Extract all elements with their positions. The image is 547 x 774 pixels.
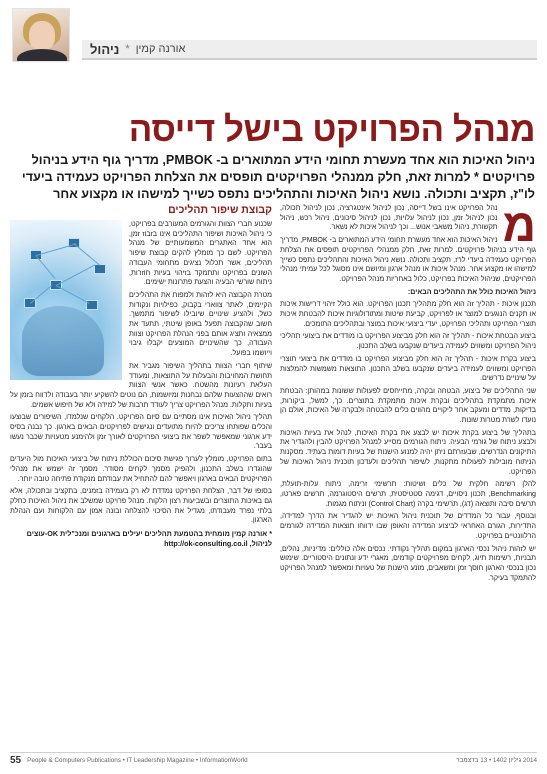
left-column [10, 204, 272, 732]
paragraph: תהליך ניהול האיכות אינו מסתיים עם סיום הפרויקט. הלקחים שנלמדו, השיפורים שבוצעו והכלים שפותחו צריכים להיות מתועדים ונגישים לפרויקטים הבאים בארגון. כך נבנה בסיס ידע ארגוני שמאפשר לשפר את ביצועי הפרויקטים לאורך זמן ולהימנע מטעויות שכבר נעשו בעבר. [10, 413, 272, 451]
header-band [0, 0, 547, 62]
paragraph: יש לזהות ניהול נכסי הארגון במקום תהליך נקודתי. נכסים אלה כוללים: מדיניות, נהלים, תבניות, רשימות תיוג, לקחים מפרויקטים קודמים, מאגרי ידע ונתונים היסטוריים. שימוש נכון בנכסי הארגון חוסך זמן ומשאבים, מונע הישנות של טעויות ומאפשר למנהל הפרויקט להתמקד בעיקר. [280, 544, 536, 582]
paragraph: ביצוע בקרת איכות - תהליך זה הוא חלק מביצוע הפרויקט בו מודדים את ביצועי תוצרי הפרויקט ומשווים לעמידה ביעדים שנקבעו בשלב התכנון. התוצאות משמשות להמלצות על שינויים נדרשים. [280, 354, 536, 383]
page-footer [10, 752, 537, 766]
paragraph: בסופו של דבר, הצלחת הפרויקט נמדדת לא רק בעמידה בזמנים, בתקציב ובתכולה, אלא גם באיכות התוצרים ובשביעות רצון הלקוח. מנהל פרויקט שמשלב את ניהול האיכות כחלק בלתי נפרד מעבודתו, מגדיל את הסיכוי להצלחה ובונה אמון עם הלקוחות ועם הנהלת הארגון. [10, 487, 272, 525]
article-subheadline: ניהול האיכות הוא אחד מעשרת תחומי הידע המתוארים ב- PMBOK, מדריך גוף הידע בניהול פרויקטים * למרות זאת, חלק ממנהלי הפרויקטים תופסים את הצלחת הפרויקט כעמידה ביעדי לו"ז, תקציב ותכולה. נושא ניהול האיכות והתהליכים נתפס כשייך למישהו או מקצוע אחר [21, 153, 535, 201]
paragraph: להלן רשימה חלקית של כלים ושיטות: תרשימי זרימה, ניתוח עלות-תועלת, Benchmarking, תכנון ניסויים, דגימה סטטיסטית, תרשים היסטוגרמה, תרשים פארטו, תרשים סיבה ותוצאה (דג), תרשימי בקרה (Control Chart) וניתוח מגמות. [280, 480, 536, 508]
page-number: 55 [10, 755, 22, 766]
paragraph: תכנון איכות - תהליך זה הוא חלק מתהליך תכנון הפרויקט. הוא כולל זיהוי דרישות איכות או תקנים הנוגעים למוצר או לפרויקט, קביעת שיטות ומתודולוגיות איכות להבטחת איכות תוצרי הפרויקט ותהליכי הפרויקט, יעדי ביצועי איכות במוצר ובתהליכים התומכים. [280, 300, 536, 328]
paragraph: ניהול האיכות כולל את התהליכים הבאים: [407, 287, 536, 296]
section-title: קבוצת שיפור תהליכים [168, 204, 272, 216]
hand-shape [22, 306, 104, 376]
paragraph: שכנוע חברי הצוות והגורמים המעורבים בפרויקט, כי ניהול האיכות ושיפור התהליכים אינו בזבוז זמן, הוא אחד האתגרים המשמעותיים של מנהל הפרויקט. לשם כך מומלץ להקים קבוצת שיפור תהליכים, אשר תכלול נציגים מתחומי העבודה השונים בפרויקט ותתמקד בזיהוי בעיות חוזרות, ניתוח שורשי הבעיה והצעת פתרונות ישימים. [129, 220, 272, 287]
paragraph: ניהול האיכות הוא אחד מעשרת תחומי הידע המתוארים ב- PMBOK, מדריך גוף הידע בניהול פרויקטים. למרות זאת, חלק ממנהלי הפרויקטים תופסים את הצלחת הפרויקט כעמידה ביעדי לו"ז, תקציב ותכולה. נושא ניהול האיכות והתהליכים נתפס כשייך למישהו או מקצוע אחר. מנהל איכות או מנהל ארגון ומיושם אינו מסוגל לכל עמיתי מנהלי הפרויקטים, שניהול האיכות בפרויקט, כלול באחריות מנהל הפרויקט. [280, 236, 536, 283]
network-hand-illustration [10, 220, 122, 380]
article-headline: מנהל הפרויקט בישל דייסה [128, 110, 535, 149]
paragraph: ובנוסף, עבור כל המדדים של תוכנית ניהול האיכות יש להגדיר את הדרך למדידה, התדירות, הגורם האחראי לביצוע המדידה והאופן שבו ידווחו תוצאות המדידה לגורמים הרלוונטיים בפרויקט. [280, 512, 536, 540]
publications-line: People & Computers Publications • IT Leadership Magazine • InformationWorld [27, 757, 248, 764]
network-link [73, 243, 100, 266]
issue-info: 2014 גיליון 1402 • 13 בדצמבר [456, 757, 537, 764]
paragraph: שיתוף חברי הצוות בתהליך השיפור מגביר את תחושת המחויבות והבעלות על התוצאות, ומעודד העלאת רעיונות מהשטח. כאשר אנשי הצוות רואים שההצעות שלהם נבחנות ומיושמות, הם נוטים להשקיע יותר בעבודה ולדווח בזמן על בעיות ותקלות. מנהל הפרויקט צריך לעודד תרבות של למידה ולא של חיפוש אשמים. [10, 361, 272, 409]
separator-star: * [125, 43, 130, 55]
paragraph: בתהליך של ביצוע בקרת איכות יש לבצע את בקרת האיכות, לנהל את בעיות האיכות ולבצע ניתוח של גורמי הבעיה. ניתוח הגורמים מסייע למנהל הפרויקט להבין ולהגדיר את התיקונים הנדרשים, שבעזרתם ניתן יהיה למנוע הישנות של בעיות דומות בעתיד. מסקנות הניתוח מובילות לפעולות מתקנות, לשיפור תהליכים ולעדכון תוכנית ניהול האיכות של הפרויקט. [280, 428, 536, 476]
column-label: ניהול [90, 41, 120, 57]
network-node [94, 264, 106, 274]
network-link [35, 255, 55, 279]
author-line [82, 40, 537, 60]
dropcap-letter: מ [502, 204, 536, 251]
paragraph: מטרת הקבוצה היא לזהות ולמפות את התהליכים הקיימים, לאתר צווארי בקבוק, כפילויות ונקודות כשל, ולהציע שינויים שיובילו לשיפור מתמשך. חשוב שהקבוצה תפעל באופן שיטתי, תתעד את ממצאיה ותציג אותם בפני הנהלת הפרויקט וצוות העבודה, כך שהשינויים המוצעים יקבלו גיבוי וייושמו בפועל. [129, 290, 272, 358]
paragraph: ביצוע הבטחת איכות - תהליך זה הוא חלק מביצוע הפרויקט בו מודדים את ביצועי תהליכי ניהול הפרויקט ומשווים לעמידה ביעדים שנקבעו בשלב התכנון. [280, 332, 536, 351]
paragraph: שני התהליכים של ביצוע, הבטחה ובקרה, מתייחסים לפעולות ששונות במהותן: הבטחת איכות מתמקדת בתהליכים ובקרת איכות מתמקדת בתוצרים. כך, למשל, ביקורות, בדיקות, מדדים ומעקב אחר ליקויים מהווים כלים להבטחה ולבקרה של האיכות, אולם הן נועדו לשרת מטרות שונות. [280, 386, 536, 425]
network-link [30, 285, 52, 304]
right-column [280, 204, 536, 732]
first-paragraph [280, 204, 536, 251]
author-photo [12, 8, 70, 62]
network-link [56, 264, 95, 286]
network-link [56, 285, 90, 304]
paragraph: נהל הפרויקט אינו בשל דייסה, נכון לניהול אינטגרציה, נכון לניהול תכולה, נכון לניהול זמן, נכון לניהול עלויות, נכון לניהול סיכונים, ניהול רכש, ניהול תקשורת, ניהול משאבי אנוש... וכך לניהול איכות לא נשאר. [280, 204, 498, 232]
paragraph: בתום הפרויקט, מומלץ לערוך פגישת סיכום הכוללת ניתוח של ביצועי האיכות מול היעדים שהוגדרו בשלב התכנון, ולהפיק מסמך לקחים מסודר. מסמך זה ישמש את מנהלי הפרויקטים הבאים בארגון ויאפשר להם להתחיל את עבודתם מנקודת פתיחה טובה יותר. [10, 455, 272, 483]
network-link [36, 243, 77, 256]
author-name: אורנה קמין [135, 43, 186, 55]
author-bio: * אורנה קמין מומחית בהטמעת תהליכים יעילים בארגונים ומנכ"לית OK-עוצים לניהול, http://ok-consulting.co.il [26, 529, 272, 549]
